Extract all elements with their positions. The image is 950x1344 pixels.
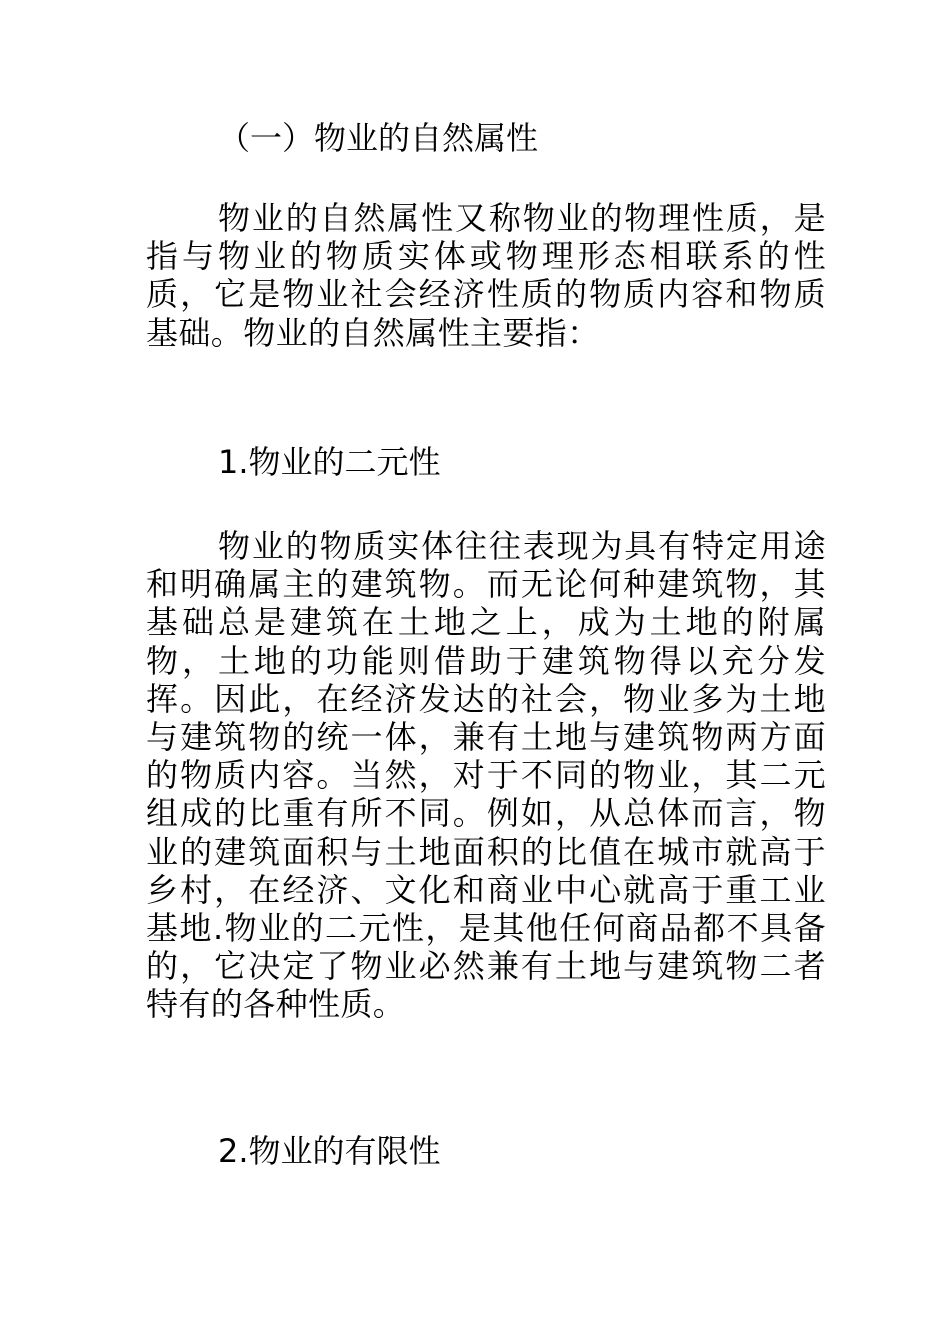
intro-paragraph: 物业的自然属性又称物业的物理性质，是指与物业的物质实体或物理形态相联系的性质，它是物业社会经济性质的物质内容和物质基础。物业的自然属性主要指：	[146, 199, 826, 352]
section-heading: （一）物业的自然属性	[218, 119, 539, 157]
item-heading-finiteness: 2.物业的有限性	[218, 1132, 441, 1170]
item-heading-duality: 1.物业的二元性	[218, 443, 441, 481]
duality-paragraph: 物业的物质实体往往表现为具有特定用途和明确属主的建筑物。而无论何种建筑物，其基础总是建筑在土地之上，成为土地的附属物，土地的功能则借助于建筑物得以充分发挥。因此，在经济发达的社会，物业多为土地与建筑物的统一体，兼有土地与建筑物两方面的物质内容。当然，对于不同的物业，其二元组成的比重有所不同。例如，从总体而言，物业的建筑面积与土地面积的比值在城市就高于乡村，在经济、文化和商业中心就高于重工业基地.物业的二元性，是其他任何商品都不具备的，它决定了物业必然兼有土地与建筑物二者特有的各种性质。	[146, 527, 826, 1024]
